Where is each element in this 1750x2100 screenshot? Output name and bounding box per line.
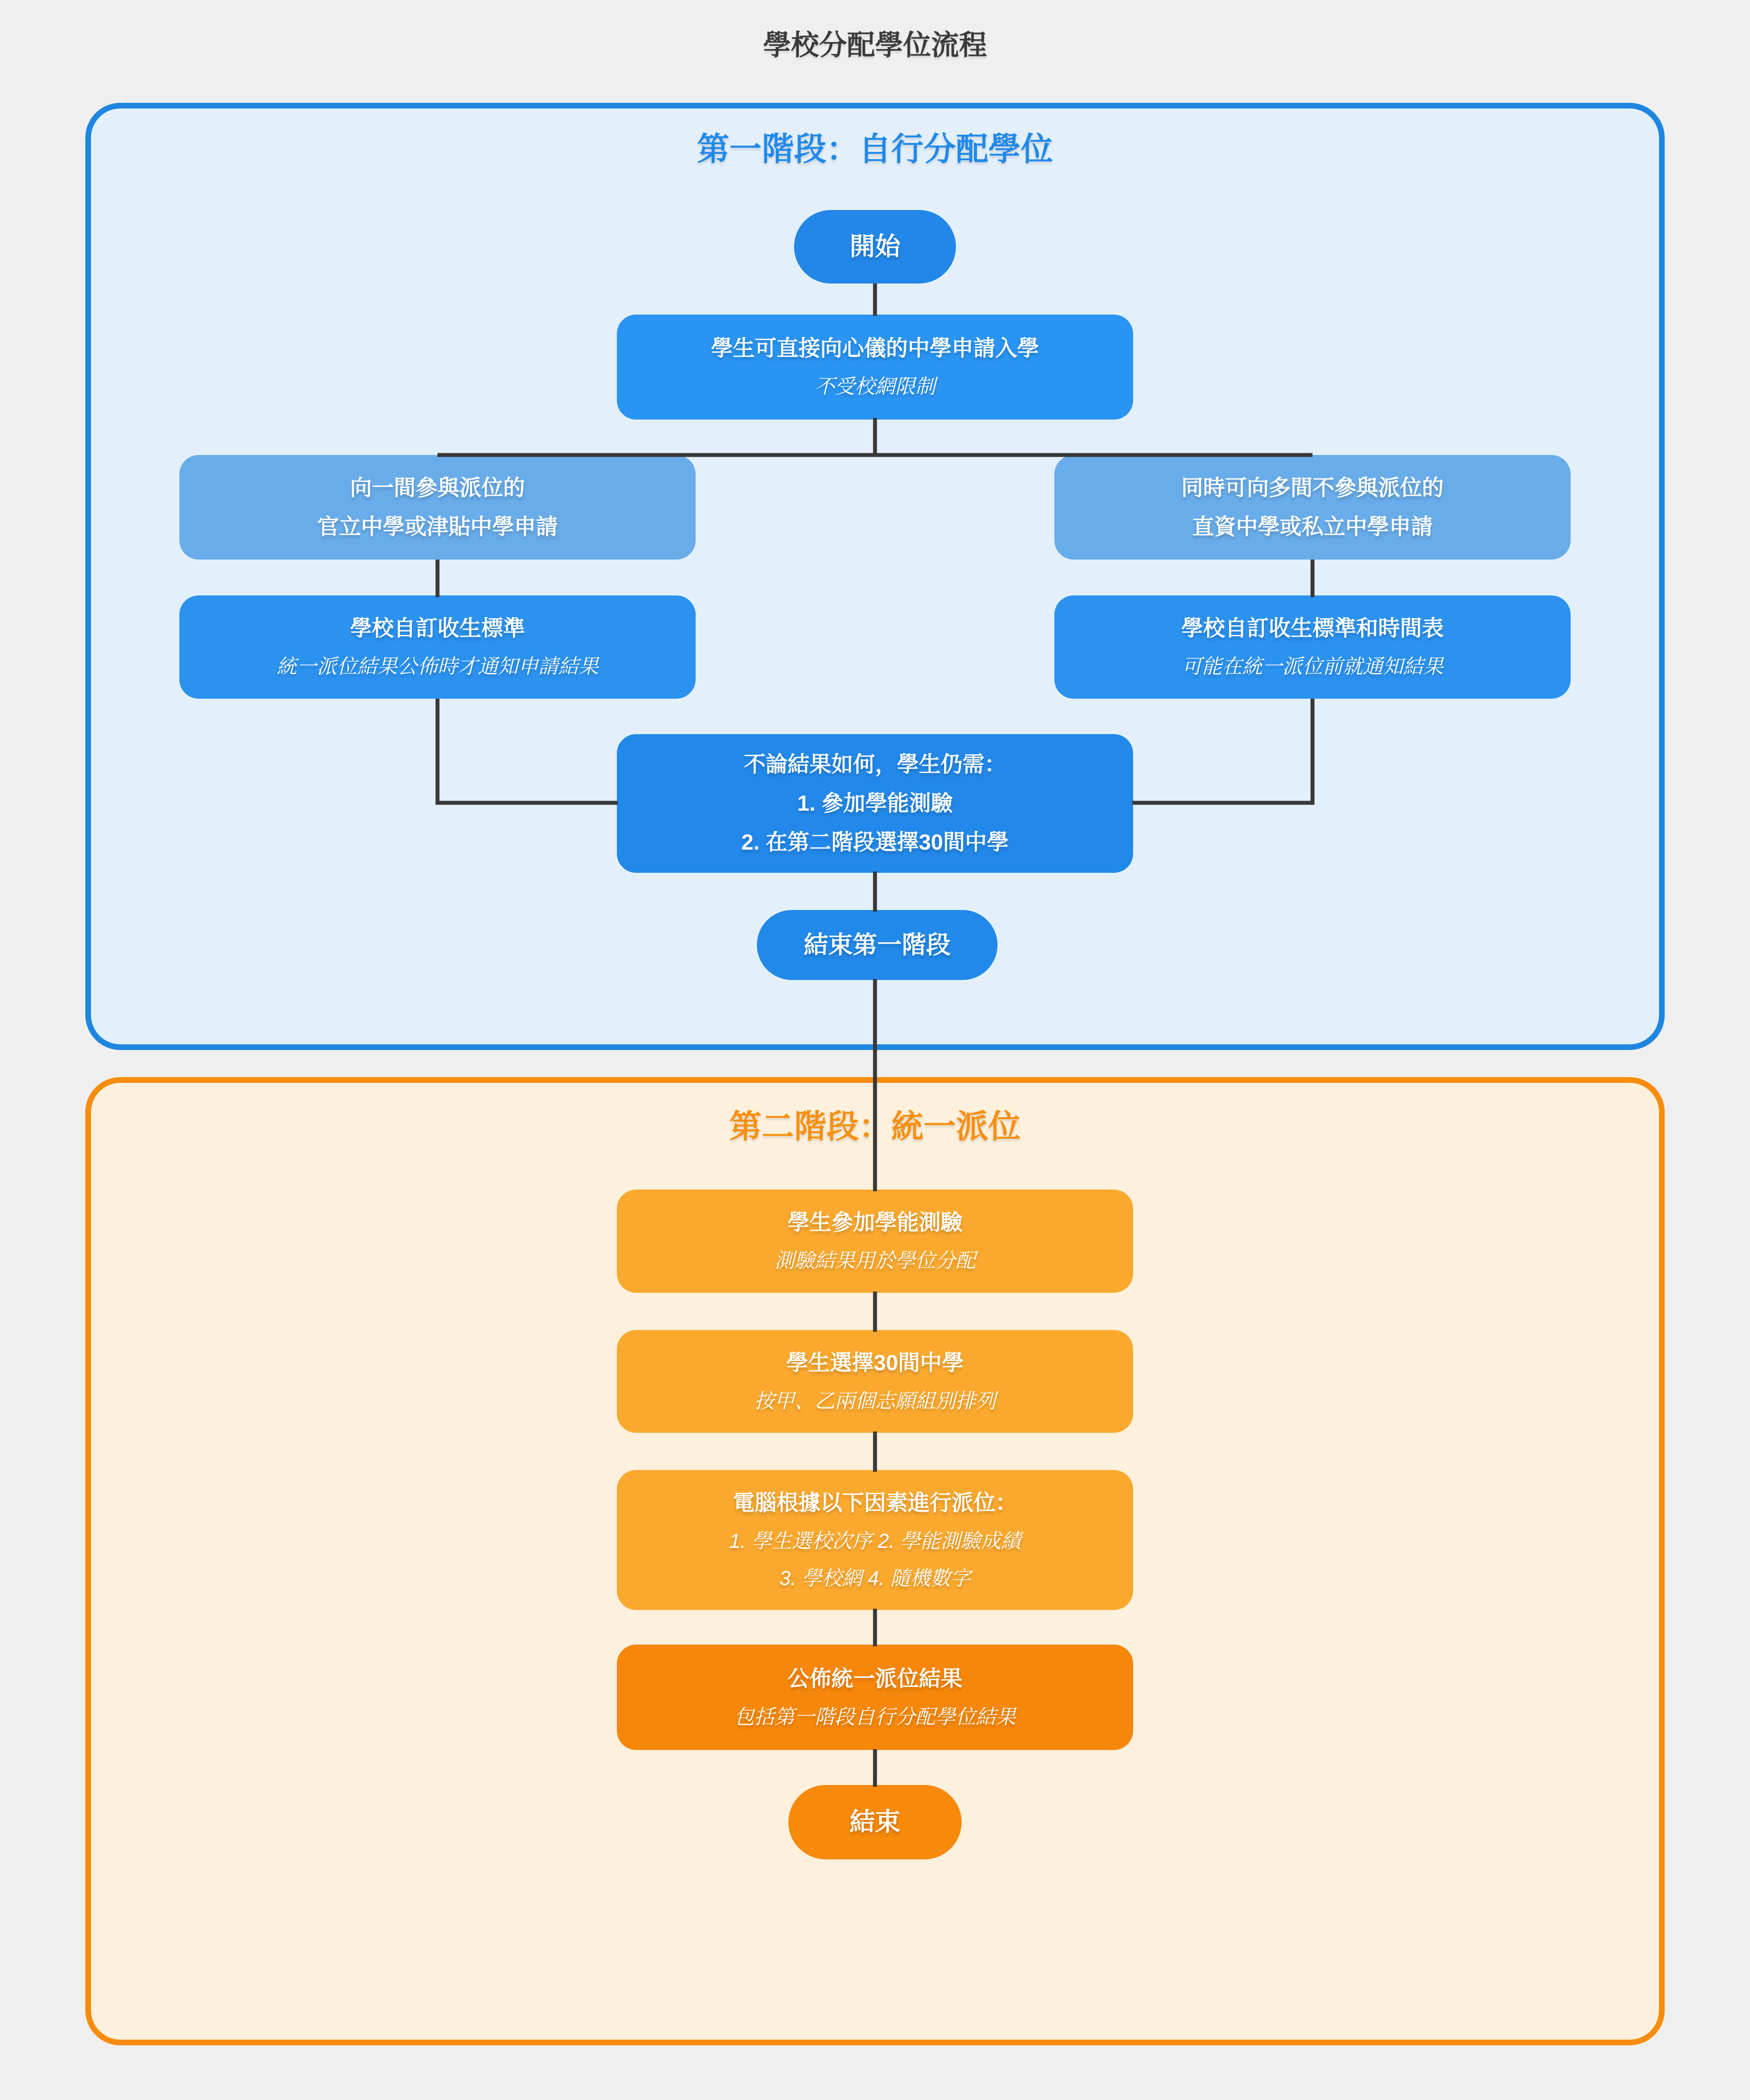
participating-school-line1: 向一間參與派位的 [350,475,525,500]
criteria-right-line2: 可能在統一派位前就通知結果 [1182,655,1443,678]
merge-requirements-line3: 2. 在第二階段選擇30間中學 [741,830,1009,854]
computer-allocation-line1: 電腦根據以下因素進行派位： [733,1490,1017,1515]
participating-school-line2: 官立中學或津貼中學申請 [317,514,558,539]
merge-requirements-box [617,734,1133,873]
non-participating-school-line1: 同時可向多間不參與派位的 [1181,475,1444,500]
criteria-left-box [179,595,696,699]
end-phase1-label: 結束第一階段 [804,931,951,959]
computer-allocation-line2: 1. 學生選校次序 2. 學能測驗成績 [729,1529,1021,1552]
page-title: 學校分配學位流程 [763,29,987,61]
computer-allocation-box [617,1470,1133,1610]
result-announcement-line1: 公佈統一派位結果 [788,1666,962,1691]
exam-box [617,1190,1133,1293]
start-node [794,210,956,284]
result-announcement-box [617,1645,1133,1750]
end-phase1-node [757,910,998,980]
phase1-header: 第一階段：自行分配學位 [697,131,1053,167]
non-participating-school-box [1054,455,1571,560]
result-announcement-line2: 包括第一階段自行分配學位結果 [734,1705,1016,1728]
merge-requirements-line1: 不論結果如何，學生仍需： [744,752,1006,777]
criteria-left-line2: 統一派位結果公佈時才通知申請結果 [276,655,598,678]
criteria-left-line1: 學校自訂收生標準 [350,616,525,641]
end-node-label: 結束 [849,1808,900,1837]
phase2-header: 第二階段：統一派位 [729,1108,1021,1144]
school-choice-box [617,1330,1133,1433]
school-choice-line1: 學生選擇30間中學 [786,1350,964,1375]
participating-school-box [179,455,696,560]
computer-allocation-line3: 3. 學校網 4. 隨機數字 [779,1566,971,1589]
direct-apply-box [617,315,1133,420]
school-choice-line2: 按甲、乙兩個志願組別排列 [754,1389,996,1412]
direct-apply-line2: 不受校網限制 [815,375,935,398]
criteria-right-box [1054,595,1571,699]
end-node [788,1785,962,1859]
non-participating-school-line2: 直資中學或私立中學申請 [1192,514,1433,539]
exam-line1: 學生參加學能測驗 [788,1210,962,1235]
criteria-right-line1: 學校自訂收生標準和時間表 [1181,616,1444,641]
merge-requirements-line2: 1. 參加學能測驗 [797,791,953,816]
direct-apply-line1: 學生可直接向心儀的中學申請入學 [711,336,1039,361]
exam-line2: 測驗結果用於學位分配 [774,1249,976,1272]
start-node-label: 開始 [849,232,900,261]
